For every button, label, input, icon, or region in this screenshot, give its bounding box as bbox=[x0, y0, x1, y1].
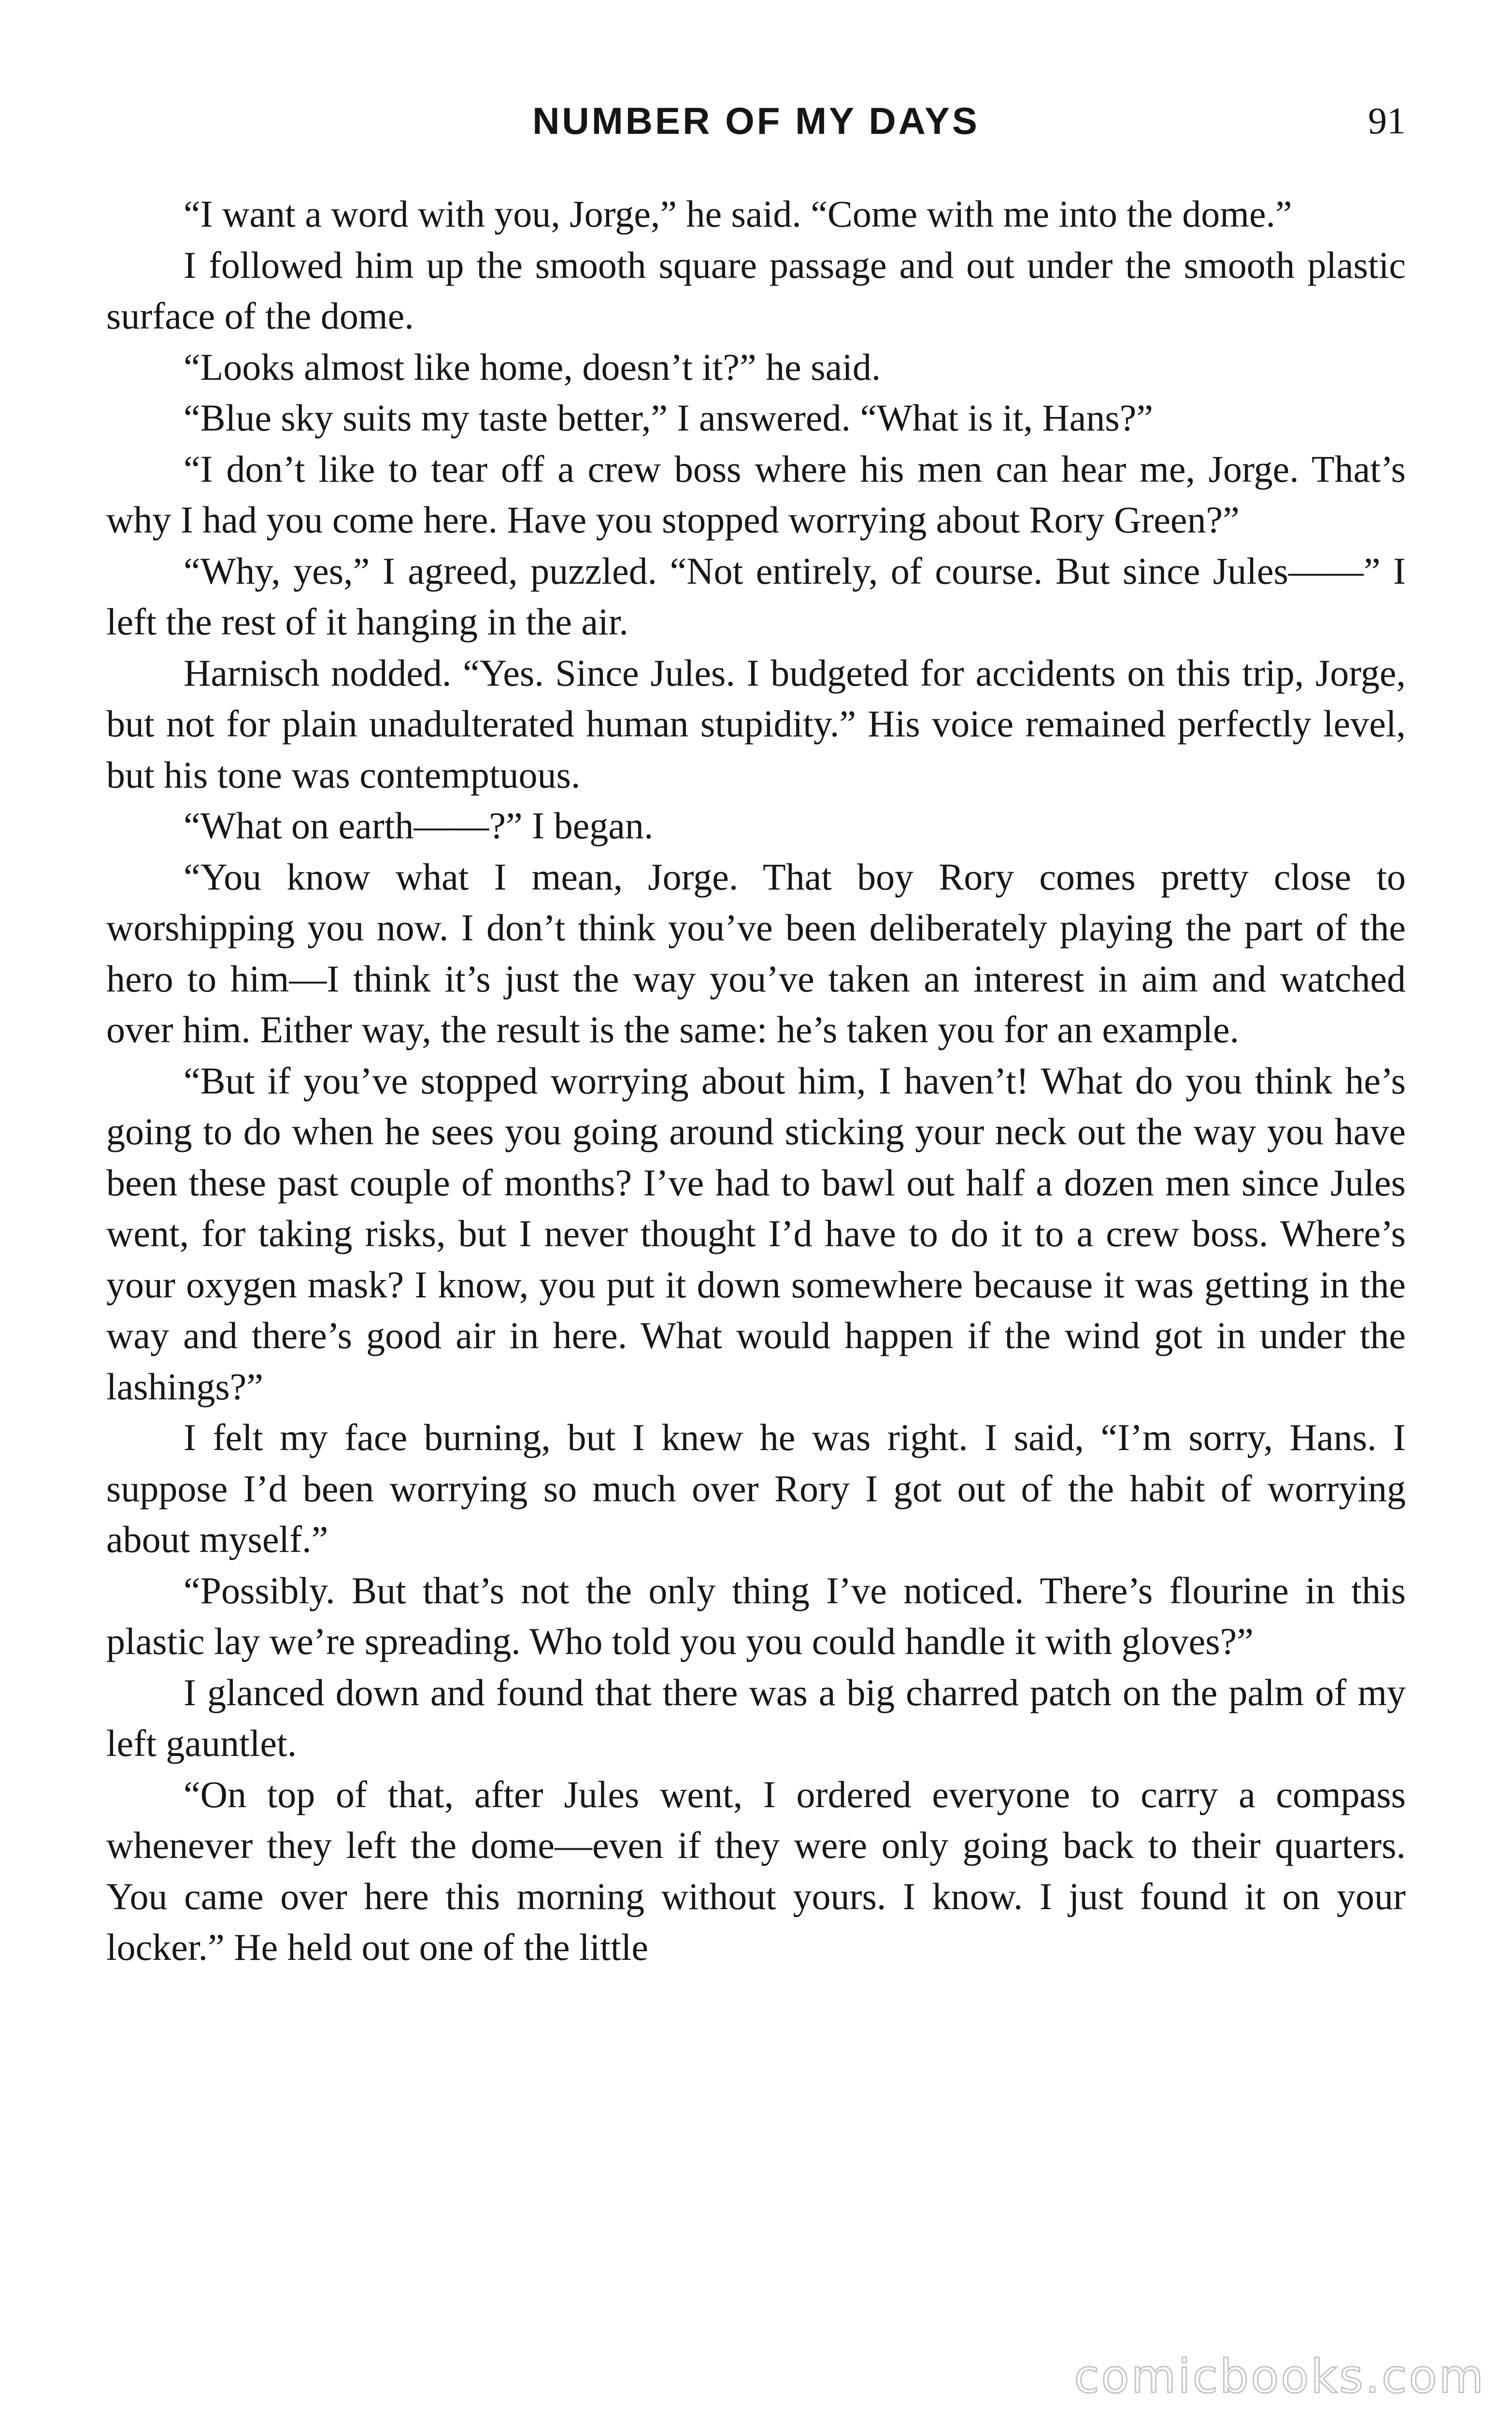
paragraph: “Blue sky suits my taste better,” I answered. “What is it, Hans?” bbox=[184, 397, 1153, 439]
paragraph: “Why, yes,” I agreed, puzzled. “Not entirely, of course. But since Jules——” I left the rest of it hanging in the air. bbox=[106, 549, 1406, 643]
paragraph: I felt my face burning, but I knew he was right. I said, “I’m sorry, Hans. I suppose I’d been worrying so much over Rory I got out of the habit of worrying about myself.” bbox=[106, 1416, 1406, 1560]
paragraph: “On top of that, after Jules went, I ordered everyone to carry a compass whenever they left the dome—even if they were only going back to their quarters. You came over here this morning without yours. I know. I just found it on your locker.” He held out one of the little bbox=[106, 1773, 1406, 1968]
running-head bbox=[106, 92, 1406, 150]
watermark: comicbooks.com bbox=[1074, 2350, 1485, 2403]
paragraph: I glanced down and found that there was a big charred patch on the palm of my left gauntlet. bbox=[106, 1671, 1406, 1764]
body-text bbox=[106, 188, 1406, 1973]
paragraph: “Possibly. But that’s not the only thing I’ve noticed. There’s flourine in this plastic lay we’re spreading. Who told you you could handle it with gloves?” bbox=[106, 1569, 1406, 1662]
paragraph: “What on earth——?” I began. bbox=[184, 805, 654, 847]
paragraph: “I don’t like to tear off a crew boss where his men can hear me, Jorge. That’s why I had you come here. Have you stopped worrying about Rory Green?” bbox=[106, 447, 1406, 541]
paragraph: “You know what I mean, Jorge. That boy Rory comes pretty close to worshipping you now. I don’t think you’ve been deliberately playing the part of the hero to him—I think it’s just the way you’ve taken an interest in aim and watched over him. Either way, the result is the same: he’s taken you for an example. bbox=[106, 855, 1406, 1050]
paragraph: “Looks almost like home, doesn’t it?” he said. bbox=[184, 345, 881, 388]
paragraph: Harnisch nodded. “Yes. Since Jules. I budgeted for accidents on this trip, Jorge, but not for plain unadulterated human stupidity.” His voice remained perfectly level, but his tone was contemptuous. bbox=[106, 651, 1406, 796]
page-number: 91 bbox=[1368, 100, 1406, 142]
paragraph: I followed him up the smooth square passage and out under the smooth plastic surface of the dome. bbox=[106, 244, 1406, 337]
paragraph: “But if you’ve stopped worrying about him, I haven’t! What do you think he’s going to do when he sees you going around sticking your neck out the way you have been these past couple of months? I’ve had to bawl out half a dozen men since Jules went, for taking risks, but I never thought I’d have to do it to a crew boss. Where’s your oxygen mask? I know, you put it down somewhere because it was getting in the way and there’s good air in here. What would happen if the wind got in under the lashings?” bbox=[106, 1059, 1406, 1408]
running-title: NUMBER OF MY DAYS bbox=[532, 100, 980, 142]
paragraph: “I want a word with you, Jorge,” he said. “Come with me into the dome.” bbox=[184, 193, 1292, 235]
